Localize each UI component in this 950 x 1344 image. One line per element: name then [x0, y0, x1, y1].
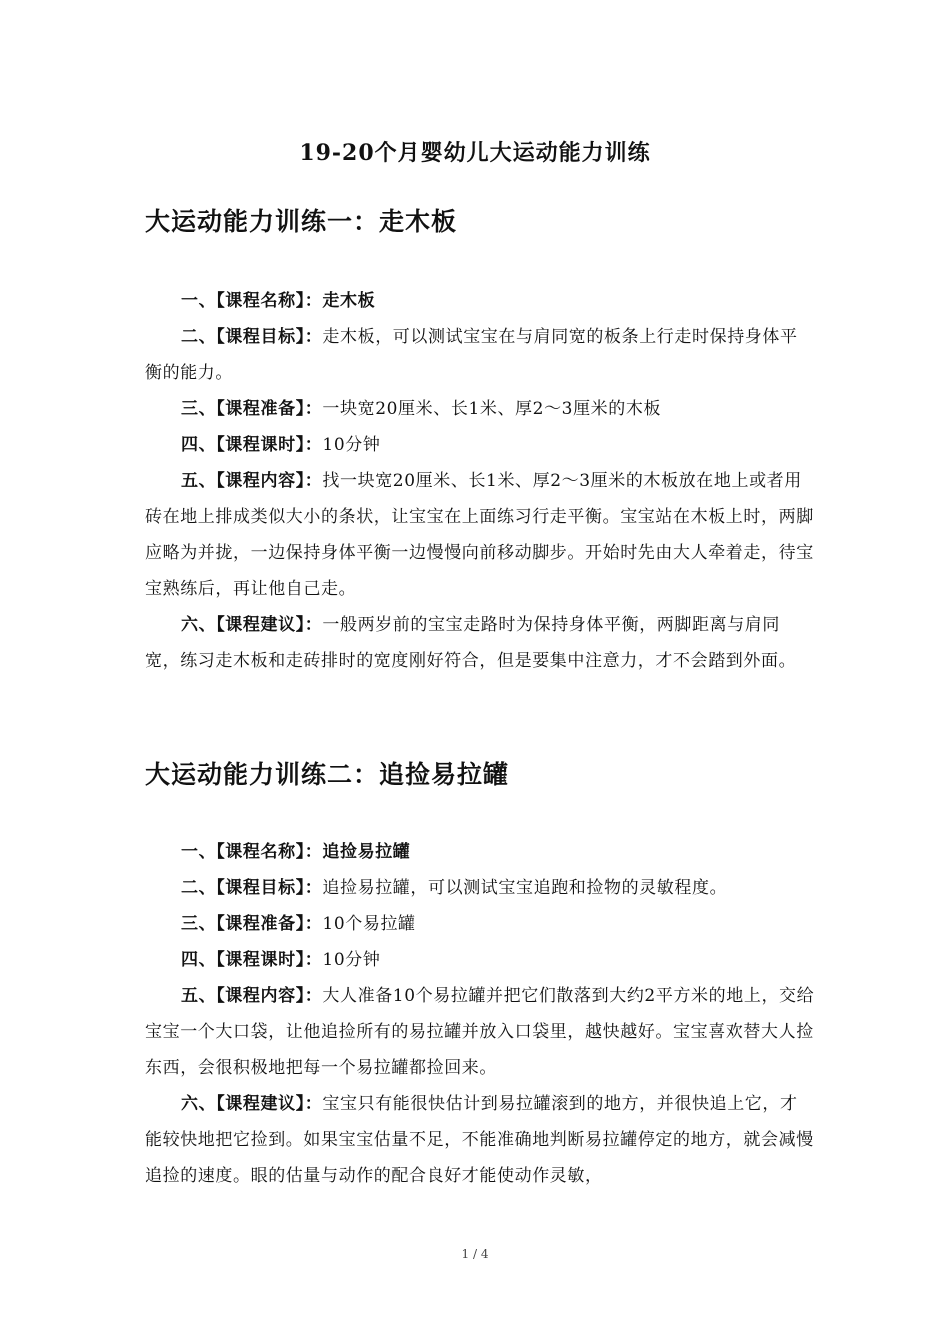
- item-text: 一块宽20厘米、长1米、厚2～3厘米的木板: [322, 399, 662, 419]
- item-label: 三、【课程准备】：: [181, 399, 323, 419]
- page-number: 1 / 4: [461, 1247, 489, 1261]
- item-text: 大人准备10个易拉罐并把它们散落到大约2平方米的地上，交给宝宝一个大口袋，让他追捡所有的易拉罐并放入口袋里，越快越好。宝宝喜欢替大人捡东西，会很积极地把每一个易拉罐都捡回来。: [145, 986, 815, 1078]
- course-goal-item: [145, 319, 815, 391]
- course-goal-item: [145, 870, 815, 906]
- item-text: 走木板，可以测试宝宝在与肩同宽的板条上行走时保持身体平衡的能力。: [145, 327, 798, 383]
- item-label: 六、【课程建议】：: [181, 1094, 323, 1114]
- item-label: 一、【课程名称】：: [181, 291, 323, 311]
- item-label: 二、【课程目标】：: [181, 878, 323, 898]
- course-duration-item: [145, 427, 815, 463]
- section-heading-2: 大运动能力训练二：追捡易拉罐: [145, 760, 510, 789]
- item-text: 走木板: [322, 291, 376, 311]
- course-advice-item: [145, 1086, 815, 1194]
- item-label: 四、【课程课时】：: [181, 950, 323, 970]
- item-label: 五、【课程内容】：: [181, 986, 323, 1006]
- item-text: 追捡易拉罐，可以测试宝宝追跑和捡物的灵敏程度。: [322, 878, 728, 898]
- course-content-item: [145, 463, 815, 607]
- section-heading-1: 大运动能力训练一：走木板: [145, 207, 458, 236]
- item-label: 五、【课程内容】：: [181, 471, 323, 491]
- course-name-item: [145, 283, 815, 319]
- course-name-item: [145, 834, 815, 870]
- course-prep-item: [145, 391, 815, 427]
- item-text: 一般两岁前的宝宝走路时为保持身体平衡，两脚距离与肩同宽，练习走木板和走砖排时的宽度刚好符合，但是要集中注意力，才不会踏到外面。: [145, 615, 797, 671]
- item-label: 四、【课程课时】：: [181, 435, 323, 455]
- item-text: 10分钟: [322, 435, 381, 455]
- course-content-item: [145, 978, 815, 1086]
- course-advice-item: [145, 607, 815, 679]
- item-label: 一、【课程名称】：: [181, 842, 323, 862]
- item-text: 找一块宽20厘米、长1米、厚2～3厘米的木板放在地上或者用砖在地上排成类似大小的条状，让宝宝在上面练习行走平衡。宝宝站在木板上时，两脚应略为并拢，一边保持身体平衡一边慢慢向前移动脚步。开始时先由大人牵着走，待宝宝熟练后，再让他自己走。: [145, 471, 814, 599]
- item-text: 10个易拉罐: [322, 914, 416, 934]
- item-label: 二、【课程目标】：: [181, 327, 323, 347]
- item-label: 三、【课程准备】：: [181, 914, 323, 934]
- course-duration-item: [145, 942, 815, 978]
- item-label: 六、【课程建议】：: [181, 615, 323, 635]
- course-prep-item: [145, 906, 815, 942]
- item-text: 追捡易拉罐: [322, 842, 411, 862]
- item-text: 宝宝只有能很快估计到易拉罐滚到的地方，并很快追上它，才能较快地把它捡到。如果宝宝估量不足，不能准确地判断易拉罐停定的地方，就会减慢追捡的速度。眼的估量与动作的配合良好才能使动作灵敏，: [145, 1094, 814, 1186]
- page-title: 19-20个月婴幼儿大运动能力训练: [299, 140, 651, 166]
- item-text: 10分钟: [322, 950, 381, 970]
